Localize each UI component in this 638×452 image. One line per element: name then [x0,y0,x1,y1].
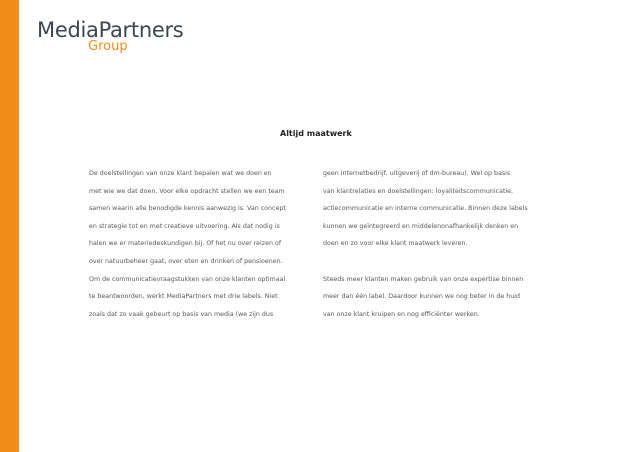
company-logo [37,18,184,54]
paragraph-gap [323,253,551,271]
orange-side-bar [0,0,19,452]
text-line: kunnen we geïntegreerd en middelenonafhankelijk denken en [323,222,519,230]
logo-subname: Group [88,39,128,54]
text-line: Steeds meer klanten maken gebruik van onze expertise binnen [323,275,524,283]
left-column-text [89,165,313,323]
text-line: geen internetbedrijf, uitgeverij of dm-bureau). Wel op basis [323,170,511,177]
text-line: van onze klant kruipen en nog efficiënter werken. [323,310,480,318]
text-line: zoals dat zo vaak gebeurt op basis van media (we zijn dus [89,310,274,318]
text-line: actiecommunicatie en interne communicatie. Binnen deze labels [323,205,528,213]
text-line: van klantrelaties en doelstellingen: loyaliteitscommunicatie, [323,187,514,195]
text-line: halen we er materiedeskundigen bij. Of het nu over reizen of [89,240,282,248]
page-title: Altijd maatwerk [280,129,352,138]
right-column-text [323,165,551,323]
logo-name: MediaPartners [37,18,184,42]
text-line: en strategie tot en met creatieve uitvoering. Als dat nodig is [89,222,280,230]
text-line: doen en zo voor elke klant maatwerk leveren. [323,240,468,248]
text-line: met wie we dat doen. Voor elke opdracht stellen we een team [89,187,285,195]
text-line: over natuurbeheer gaat, over eten en drinken of pensioenen. [89,257,283,265]
text-line: meer dan één label. Daardoor kunnen we nog beter in de huid [323,293,520,301]
text-line: Om de communicatievraagstukken van onze klanten optimaal [89,275,286,283]
text-line: De doelstellingen van onze klant bepalen wat we doen en [89,170,272,177]
text-line: samen waarin alle benodigde kennis aanwezig is. Van concept [89,205,286,213]
text-line: te beantwoorden, werkt MediaPartners met drie labels. Niet [89,293,278,301]
